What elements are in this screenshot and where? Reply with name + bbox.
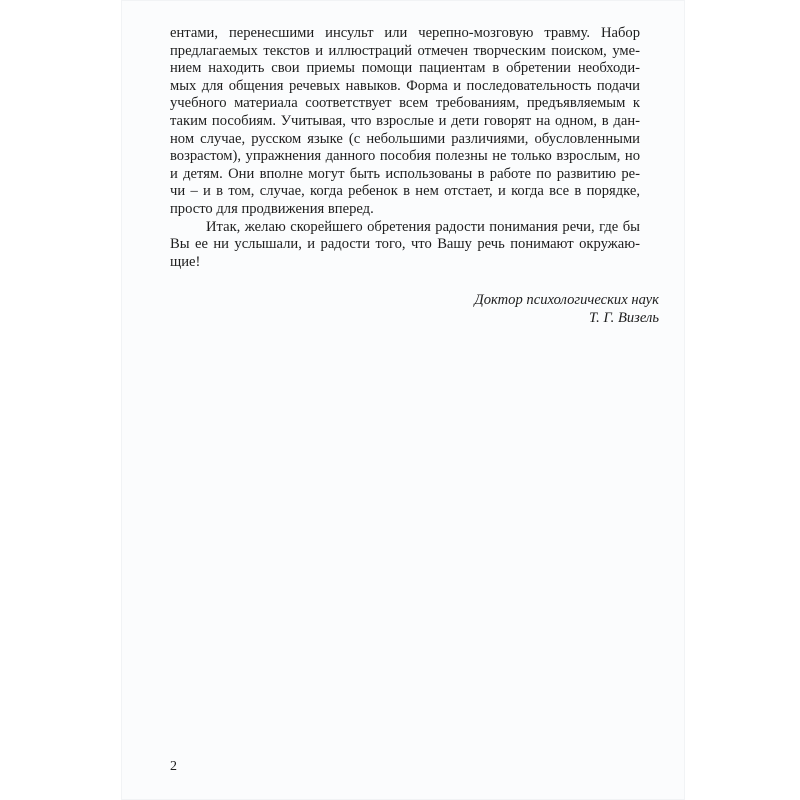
signature-name: Т. Г. Визель	[588, 310, 659, 326]
body-line: ентами, перенесшими инсульт или черепно-мозговую травму. Набор	[170, 25, 640, 41]
body-line: нием находить свои приемы помощи пациентам в обретении необходи-	[170, 60, 640, 77]
body-line: просто для продвижения вперед.	[170, 200, 374, 217]
signature-title: Доктор психологических наук	[474, 292, 659, 308]
body-line: Итак, желаю скорейшего обретения радости понимания речи, где бы	[206, 218, 640, 235]
book-page	[121, 0, 685, 800]
body-line: мых для общения речевых навыков. Форма и последовательность подачи	[170, 77, 640, 94]
body-line: учебного материала соответствует всем требованиям, предъявляемым к	[170, 95, 640, 112]
body-line: и детям. Они вполне могут быть использованы в работе по развитию ре-	[170, 165, 640, 182]
body-line: возрастом), упражнения данного пособия полезны не только взрослым, но	[170, 148, 640, 165]
page-number: 2	[170, 759, 177, 774]
body-line: Вы ее ни услышали, и радости того, что Вашу речь понимают окружаю-	[170, 236, 640, 253]
body-text	[170, 25, 640, 271]
body-line: щие!	[170, 253, 201, 270]
body-line: ном случае, русском языке (с небольшими различиями, обусловленными	[170, 130, 640, 147]
signature-block	[474, 291, 659, 327]
body-line: чи – и в том, случае, когда ребенок в нем отстает, и когда все в порядке,	[170, 183, 640, 200]
body-line: предлагаемых текстов и иллюстраций отмечен творческим поиском, уме-	[170, 42, 640, 59]
body-line: таким пособиям. Учитывая, что взрослые и дети говорят на одном, в дан-	[170, 112, 640, 129]
